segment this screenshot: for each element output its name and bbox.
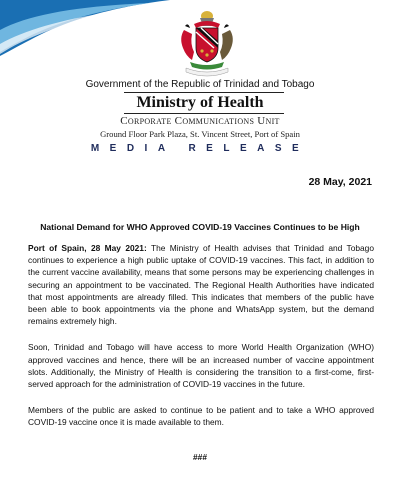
release-headline: National Demand for WHO Approved COVID-19 Vaccines Continues to be High [40, 222, 360, 232]
header-rule-bottom [124, 113, 284, 114]
unit-name: Corporate Communications Unit [120, 115, 280, 127]
blue-swoosh-icon [0, 0, 170, 56]
government-line: Government of the Republic of Trinidad and Tobago [85, 79, 315, 90]
ministry-title: Ministry of Health [136, 94, 264, 111]
media-release-label: MEDIA RELEASE [90, 143, 310, 154]
office-address: Ground Floor Park Plaza, St. Vincent Street, Port of Spain [100, 129, 300, 139]
release-body [28, 242, 374, 443]
paragraph-1 [28, 242, 374, 327]
end-mark: ### [193, 452, 207, 462]
release-date: 28 May, 2021 [308, 176, 372, 188]
dateline: Port of Spain, 28 May 2021: [28, 243, 147, 253]
paragraph-2: Soon, Trinidad and Tobago will have access to more World Health Organization (WHO) approved vaccines and hence, there will be an increased number of vaccine appointment slots. Additionally, the Ministry of Health is considering the transition to a first-come, first-served approach for the administration of COVID-19 vaccines in the future. [28, 342, 374, 390]
paragraph-3: Members of the public are asked to continue to be patient and to take a WHO approved COVID-19 vaccine once it is made available to them. [28, 405, 374, 428]
paragraph-1-text: The Ministry of Health advises that Trinidad and Tobago continues to experience a high public uptake of COVID-19 vaccines. This fact, in addition to the current vaccine availability, means that some persons may be experiencing challenges in securing an appointment to be vaccinated. The Regional Health Authorities have indicated that most appointments are already filled. This indicates that members of the public have been able to book appointments via the phone and WhatsApp system, but the demand remains extremely high. [28, 243, 375, 327]
header-rule-top [124, 92, 284, 93]
coat-of-arms-icon [176, 8, 238, 78]
